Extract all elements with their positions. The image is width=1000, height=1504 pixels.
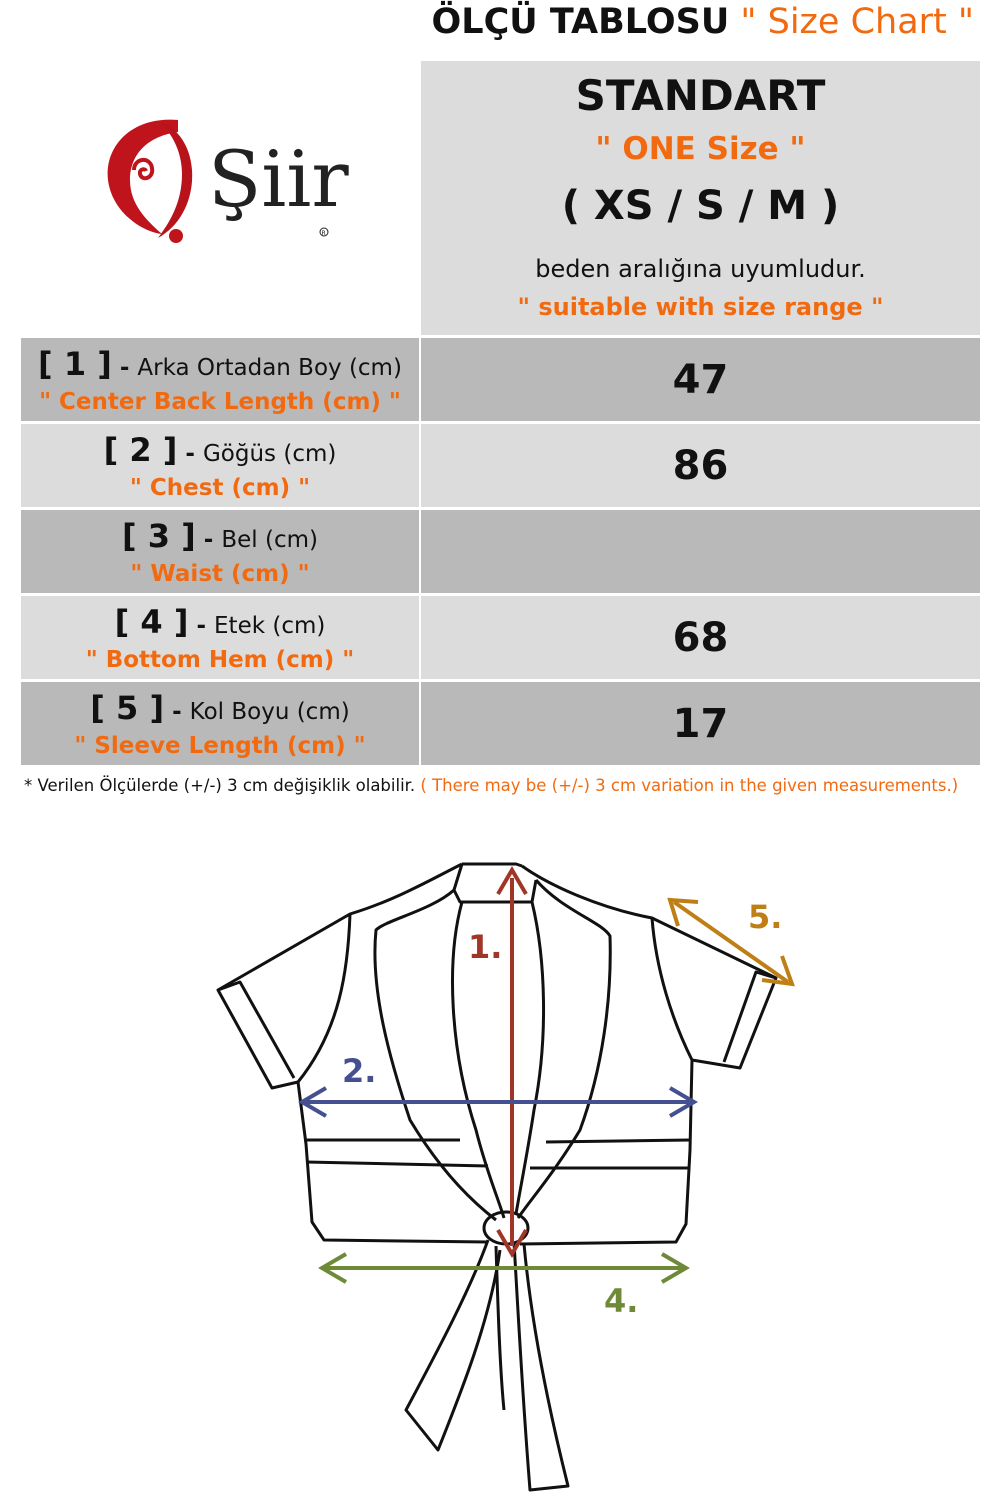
svg-text:R: R [321,230,326,237]
table-row-label: [ 3 ] - Bel (cm) " Waist (cm) " [21,510,419,593]
page-title [432,2,974,42]
logo-wordmark: Şiir [208,135,349,225]
title-english: " Size Chart " [740,2,974,42]
brand-logo [100,108,360,248]
measurement-4-arrow [322,1254,686,1282]
table-row-value [421,510,980,593]
size-range-note-en: " suitable with size range " [517,293,884,321]
table-row-label: [ 5 ] - Kol Boyu (cm) " Sleeve Length (cm) " [21,682,419,765]
measurement-5-label: 5. [748,898,783,936]
one-size-label: " ONE Size " [595,131,806,167]
measurement-footnote [24,776,958,795]
table-row-value: 47 [421,338,980,421]
standard-size-panel [421,61,980,335]
table-row-value: 68 [421,596,980,679]
footnote-en: ( There may be (+/-) 3 cm variation in the given measurements.) [420,776,959,795]
garment-diagram [200,850,820,1500]
measurement-1-label: 1. [468,928,503,966]
table-row-label: [ 4 ] - Etek (cm) " Bottom Hem (cm) " [21,596,419,679]
table-row-label: [ 1 ] - Arka Ortadan Boy (cm) " Center Back Length (cm) " [21,338,419,421]
measurement-4-label: 4. [604,1282,639,1320]
table-row-value: 86 [421,424,980,507]
measurement-2-arrow [302,1088,694,1116]
table-row-label: [ 2 ] - Göğüs (cm) " Chest (cm) " [21,424,419,507]
standard-label: STANDART [575,71,826,120]
title-turkish: ÖLÇÜ TABLOSU [431,2,730,42]
size-range-note-tr: beden aralığına uyumludur. [535,255,866,283]
measurement-2-label: 2. [342,1052,377,1090]
footnote-tr: * Verilen Ölçülerde (+/-) 3 cm değişiklik olabilir. [24,776,416,795]
size-range-label: ( XS / S / M ) [561,183,840,229]
table-row-value: 17 [421,682,980,765]
